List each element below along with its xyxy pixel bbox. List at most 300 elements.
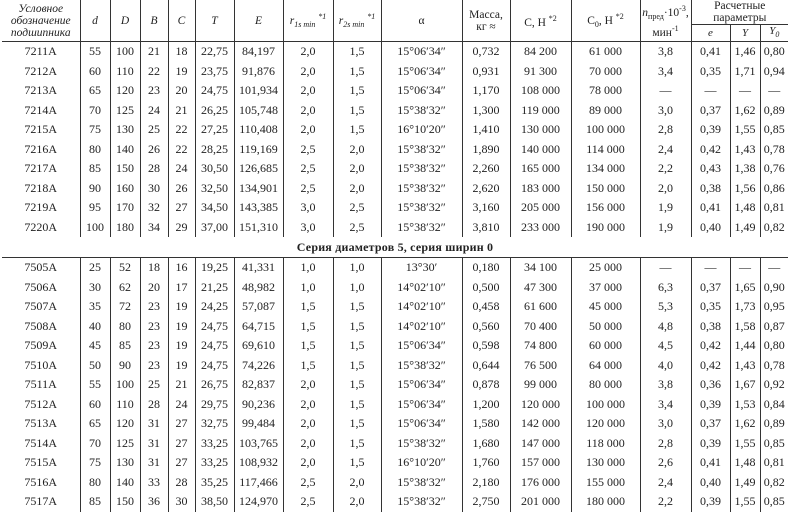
cell-d: 75	[80, 120, 110, 140]
cell-r1s: 2,0	[283, 375, 333, 395]
cell-B: 21	[140, 42, 168, 62]
cell-Y: —	[730, 81, 760, 101]
table-row	[2, 179, 788, 199]
cell-D: 170	[110, 198, 140, 218]
cell-C: 18	[168, 42, 195, 62]
cell-C0: 50 000	[571, 317, 640, 337]
cell-e: 0,37	[691, 414, 730, 434]
cell-Y: 1,62	[730, 414, 760, 434]
cell-C0: 64 000	[571, 356, 640, 376]
cell-alpha: 15°38′32″	[381, 492, 462, 512]
cell-e: —	[691, 81, 730, 101]
cell-C: 19	[168, 317, 195, 337]
cell-C: 29	[168, 218, 195, 238]
cell-Y0: 0,80	[760, 336, 788, 356]
cell-D: 100	[110, 375, 140, 395]
cell-e: 0,36	[691, 375, 730, 395]
cell-mass: 2,750	[462, 492, 510, 512]
cell-T: 32,75	[195, 414, 234, 434]
cell-d: 25	[80, 258, 110, 278]
cell-designation: 7511A	[24, 377, 57, 392]
cell-designation: 7217A	[24, 161, 58, 176]
cell-e: 0,40	[691, 473, 730, 493]
cell-T: 33,25	[195, 434, 234, 454]
cell-D: 125	[110, 434, 140, 454]
cell-B: 36	[140, 492, 168, 512]
cell-D: 130	[110, 120, 140, 140]
cell-nlim: 2,8	[640, 120, 691, 140]
cell-r2s: 1,5	[333, 375, 381, 395]
section-heading	[2, 237, 788, 258]
cell-Cdyn: 130 000	[510, 120, 571, 140]
cell-Y: 1,43	[730, 140, 760, 160]
table-row	[2, 258, 788, 278]
cell-E: 48,982	[234, 278, 283, 298]
cell-E: 57,087	[234, 297, 283, 317]
cell-C0: 134 000	[571, 159, 640, 179]
cell-r2s: 1,5	[333, 297, 381, 317]
cell-d: 60	[80, 395, 110, 415]
cell-nlim: 6,3	[640, 278, 691, 298]
cell-T: 35,25	[195, 473, 234, 493]
cell-Y0: —	[760, 258, 788, 278]
cell-d: 80	[80, 473, 110, 493]
cell-alpha: 14°02′10″	[381, 278, 462, 298]
cell-C: 19	[168, 62, 195, 82]
cell-T: 38,50	[195, 492, 234, 512]
cell-designation: 7214A	[24, 102, 58, 117]
cell-B: 33	[140, 473, 168, 493]
cell-T: 24,75	[195, 336, 234, 356]
cell-r2s: 2,0	[333, 473, 381, 493]
cell-C0: 155 000	[571, 473, 640, 493]
header-C: C	[168, 0, 195, 42]
cell-C: 24	[168, 395, 195, 415]
table-row	[2, 62, 788, 82]
table-row	[2, 140, 788, 160]
cell-Cdyn: 76 500	[510, 356, 571, 376]
cell-Cdyn: 176 000	[510, 473, 571, 493]
cell-mass: 2,260	[462, 159, 510, 179]
cell-T: 32,50	[195, 179, 234, 199]
cell-designation: 7508A	[24, 318, 58, 333]
cell-designation: 7213A	[24, 83, 58, 98]
cell-E: 119,169	[234, 140, 283, 160]
table-row	[2, 434, 788, 454]
cell-d: 70	[80, 434, 110, 454]
cell-E: 82,837	[234, 375, 283, 395]
cell-Y0: 0,87	[760, 317, 788, 337]
bearing-table	[2, 0, 788, 512]
table-row	[2, 120, 788, 140]
cell-mass: 1,680	[462, 434, 510, 454]
cell-e: 0,41	[691, 453, 730, 473]
cell-r2s: 2,5	[333, 218, 381, 238]
cell-D: 180	[110, 218, 140, 238]
cell-C: 27	[168, 414, 195, 434]
cell-e: 0,41	[691, 42, 730, 62]
cell-d: 70	[80, 101, 110, 121]
cell-r1s: 2,5	[283, 492, 333, 512]
cell-Cdyn: 108 000	[510, 81, 571, 101]
table-header	[2, 0, 788, 42]
cell-d: 90	[80, 179, 110, 199]
cell-C: 24	[168, 159, 195, 179]
header-e: e	[691, 25, 730, 42]
cell-r1s: 3,0	[283, 218, 333, 238]
cell-T: 24,75	[195, 317, 234, 337]
cell-d: 65	[80, 414, 110, 434]
table-row	[2, 473, 788, 493]
cell-Y0: 0,85	[760, 434, 788, 454]
cell-T: 30,50	[195, 159, 234, 179]
cell-B: 23	[140, 356, 168, 376]
cell-alpha: 15°06′34″	[381, 336, 462, 356]
cell-E: 110,408	[234, 120, 283, 140]
cell-C0: 190 000	[571, 218, 640, 238]
cell-B: 25	[140, 120, 168, 140]
header-r1s-min: $r_{1s min}$ $^{*1}$	[283, 0, 333, 42]
series-5-rows	[2, 258, 788, 512]
cell-nlim: 1,9	[640, 198, 691, 218]
cell-e: 0,42	[691, 336, 730, 356]
cell-E: 124,970	[234, 492, 283, 512]
cell-C0: 78 000	[571, 81, 640, 101]
cell-d: 35	[80, 297, 110, 317]
cell-r1s: 2,0	[283, 453, 333, 473]
cell-T: 22,75	[195, 42, 234, 62]
cell-e: 0,39	[691, 120, 730, 140]
cell-nlim: 1,9	[640, 218, 691, 238]
table-row	[2, 317, 788, 337]
cell-designation: 7216A	[24, 141, 58, 156]
cell-e: 0,40	[691, 218, 730, 238]
cell-C0: 61 000	[571, 42, 640, 62]
table-row	[2, 218, 788, 238]
cell-designation: 7513A	[24, 416, 58, 431]
cell-C0: 89 000	[571, 101, 640, 121]
cell-e: 0,38	[691, 317, 730, 337]
cell-T: 27,25	[195, 120, 234, 140]
header-designation: Условное обозначение подшипника	[2, 0, 80, 42]
cell-Y0: 0,81	[760, 453, 788, 473]
cell-C0: 150 000	[571, 179, 640, 199]
cell-C: 27	[168, 434, 195, 454]
cell-C0: 80 000	[571, 375, 640, 395]
cell-d: 50	[80, 356, 110, 376]
cell-Y: 1,49	[730, 218, 760, 238]
cell-alpha: 15°06′34″	[381, 414, 462, 434]
cell-D: 160	[110, 179, 140, 199]
cell-r1s: 1,0	[283, 278, 333, 298]
cell-r2s: 2,0	[333, 179, 381, 199]
cell-Y0: 0,94	[760, 62, 788, 82]
cell-D: 110	[110, 395, 140, 415]
cell-mass: 1,300	[462, 101, 510, 121]
cell-E: 103,765	[234, 434, 283, 454]
cell-Y: 1,38	[730, 159, 760, 179]
cell-alpha: 15°38′32″	[381, 140, 462, 160]
cell-Y0: 0,89	[760, 414, 788, 434]
cell-designation: 7507A	[24, 299, 58, 314]
cell-r2s: 2,0	[333, 140, 381, 160]
cell-E: 105,748	[234, 101, 283, 121]
cell-C0: 118 000	[571, 434, 640, 454]
cell-alpha: 15°38′32″	[381, 198, 462, 218]
cell-alpha: 14°02′10″	[381, 297, 462, 317]
cell-E: 108,932	[234, 453, 283, 473]
cell-E: 143,385	[234, 198, 283, 218]
cell-e: 0,43	[691, 159, 730, 179]
cell-C0: 45 000	[571, 297, 640, 317]
table-row	[2, 81, 788, 101]
cell-nlim: 4,8	[640, 317, 691, 337]
cell-r1s: 1,5	[283, 317, 333, 337]
cell-E: 126,685	[234, 159, 283, 179]
header-mass: Масса, кг ≈	[462, 0, 510, 42]
cell-designation: 7509A	[24, 338, 58, 353]
cell-Cdyn: 34 100	[510, 258, 571, 278]
cell-d: 60	[80, 62, 110, 82]
cell-alpha: 13°30′	[381, 258, 462, 278]
cell-r1s: 2,0	[283, 101, 333, 121]
cell-C: 28	[168, 473, 195, 493]
cell-nlim: 2,4	[640, 473, 691, 493]
cell-E: 84,197	[234, 42, 283, 62]
cell-r1s: 2,5	[283, 179, 333, 199]
header-Y: Y	[730, 25, 760, 42]
cell-Y0: 0,81	[760, 198, 788, 218]
cell-mass: 0,732	[462, 42, 510, 62]
cell-Cdyn: 70 400	[510, 317, 571, 337]
table-row	[2, 375, 788, 395]
cell-alpha: 15°38′32″	[381, 101, 462, 121]
cell-designation: 7515A	[24, 455, 58, 470]
cell-B: 25	[140, 375, 168, 395]
cell-e: —	[691, 258, 730, 278]
cell-alpha: 15°38′32″	[381, 179, 462, 199]
cell-designation: 7517A	[24, 494, 58, 509]
cell-C: 27	[168, 198, 195, 218]
cell-Cdyn: 233 000	[510, 218, 571, 238]
cell-alpha: 15°06′34″	[381, 375, 462, 395]
cell-Y: 1,71	[730, 62, 760, 82]
cell-B: 31	[140, 414, 168, 434]
table-row	[2, 356, 788, 376]
table-row	[2, 278, 788, 298]
cell-B: 23	[140, 317, 168, 337]
cell-E: 151,310	[234, 218, 283, 238]
cell-designation: 7220A	[24, 219, 58, 234]
cell-mass: 3,810	[462, 218, 510, 238]
cell-mass: 0,560	[462, 317, 510, 337]
cell-D: 52	[110, 258, 140, 278]
cell-designation: 7510A	[24, 357, 58, 372]
cell-D: 72	[110, 297, 140, 317]
cell-Y0: 0,82	[760, 218, 788, 238]
cell-mass: 0,644	[462, 356, 510, 376]
cell-B: 23	[140, 297, 168, 317]
cell-e: 0,35	[691, 62, 730, 82]
cell-mass: 3,160	[462, 198, 510, 218]
cell-E: 90,236	[234, 395, 283, 415]
cell-r2s: 2,0	[333, 159, 381, 179]
cell-C: 17	[168, 278, 195, 298]
cell-r1s: 1,5	[283, 336, 333, 356]
cell-Y: 1,55	[730, 120, 760, 140]
cell-Y: 1,48	[730, 198, 760, 218]
cell-C0: 70 000	[571, 62, 640, 82]
cell-r2s: 1,5	[333, 62, 381, 82]
cell-nlim: —	[640, 81, 691, 101]
section-title: Серия диаметров 5, серия ширин 0	[296, 239, 494, 254]
header-E: E	[234, 0, 283, 42]
cell-nlim: —	[640, 258, 691, 278]
cell-nlim: 4,5	[640, 336, 691, 356]
cell-nlim: 2,2	[640, 492, 691, 512]
cell-d: 80	[80, 140, 110, 160]
cell-Cdyn: 205 000	[510, 198, 571, 218]
cell-e: 0,41	[691, 198, 730, 218]
cell-alpha: 15°38′32″	[381, 218, 462, 238]
cell-E: 64,715	[234, 317, 283, 337]
cell-alpha: 15°38′32″	[381, 434, 462, 454]
cell-nlim: 3,8	[640, 375, 691, 395]
cell-E: 91,876	[234, 62, 283, 82]
cell-r1s: 2,0	[283, 434, 333, 454]
cell-B: 22	[140, 62, 168, 82]
cell-Cdyn: 142 000	[510, 414, 571, 434]
cell-T: 26,75	[195, 375, 234, 395]
cell-r2s: 1,5	[333, 336, 381, 356]
cell-r1s: 2,0	[283, 42, 333, 62]
cell-Y: 1,43	[730, 356, 760, 376]
cell-r1s: 2,0	[283, 414, 333, 434]
cell-r2s: 1,0	[333, 258, 381, 278]
cell-B: 18	[140, 258, 168, 278]
cell-e: 0,39	[691, 434, 730, 454]
cell-alpha: 14°02′10″	[381, 317, 462, 337]
cell-r1s: 2,0	[283, 395, 333, 415]
cell-r1s: 1,5	[283, 356, 333, 376]
cell-r1s: 2,0	[283, 62, 333, 82]
cell-C: 20	[168, 81, 195, 101]
table-row	[2, 395, 788, 415]
cell-r2s: 1,0	[333, 278, 381, 298]
cell-alpha: 15°38′32″	[381, 473, 462, 493]
cell-Cdyn: 201 000	[510, 492, 571, 512]
cell-designation: 7514A	[24, 435, 58, 450]
cell-T: 28,25	[195, 140, 234, 160]
cell-E: 117,466	[234, 473, 283, 493]
cell-mass: 1,890	[462, 140, 510, 160]
cell-C: 22	[168, 140, 195, 160]
cell-E: 134,901	[234, 179, 283, 199]
cell-nlim: 3,0	[640, 101, 691, 121]
cell-alpha: 15°06′34″	[381, 62, 462, 82]
cell-d: 95	[80, 198, 110, 218]
cell-C: 26	[168, 179, 195, 199]
cell-alpha: 15°38′32″	[381, 159, 462, 179]
cell-r2s: 1,5	[333, 395, 381, 415]
cell-T: 19,25	[195, 258, 234, 278]
header-calc-params: Расчетные параметры	[691, 0, 788, 25]
cell-D: 140	[110, 473, 140, 493]
cell-Y: 1,65	[730, 278, 760, 298]
cell-nlim: 2,2	[640, 159, 691, 179]
cell-r1s: 3,0	[283, 198, 333, 218]
cell-alpha: 15°06′34″	[381, 81, 462, 101]
cell-mass: 1,170	[462, 81, 510, 101]
cell-Y: 1,55	[730, 492, 760, 512]
cell-mass: 1,580	[462, 414, 510, 434]
cell-C0: 114 000	[571, 140, 640, 160]
cell-r2s: 1,5	[333, 414, 381, 434]
cell-C0: 156 000	[571, 198, 640, 218]
cell-r2s: 1,5	[333, 42, 381, 62]
cell-designation: 7212A	[24, 63, 58, 78]
cell-nlim: 2,6	[640, 453, 691, 473]
cell-Y: 1,44	[730, 336, 760, 356]
cell-Cdyn: 119 000	[510, 101, 571, 121]
cell-B: 30	[140, 179, 168, 199]
cell-r2s: 1,5	[333, 317, 381, 337]
series-2-rows	[2, 42, 788, 238]
cell-Y0: 0,89	[760, 101, 788, 121]
cell-B: 20	[140, 278, 168, 298]
cell-d: 45	[80, 336, 110, 356]
cell-T: 23,75	[195, 62, 234, 82]
cell-designation: 7512A	[24, 396, 58, 411]
cell-Y0: 0,84	[760, 395, 788, 415]
cell-designation: 7219A	[24, 200, 58, 215]
cell-e: 0,38	[691, 179, 730, 199]
cell-T: 37,00	[195, 218, 234, 238]
cell-d: 40	[80, 317, 110, 337]
cell-r1s: 2,5	[283, 159, 333, 179]
cell-B: 28	[140, 159, 168, 179]
table-row	[2, 198, 788, 218]
header-D: D	[110, 0, 140, 42]
cell-e: 0,39	[691, 492, 730, 512]
cell-D: 150	[110, 492, 140, 512]
cell-r2s: 2,5	[333, 198, 381, 218]
cell-alpha: 16°10′20″	[381, 453, 462, 473]
cell-Cdyn: 74 800	[510, 336, 571, 356]
header-alpha: α	[381, 0, 462, 42]
cell-nlim: 3,8	[640, 42, 691, 62]
cell-D: 120	[110, 414, 140, 434]
cell-d: 85	[80, 492, 110, 512]
cell-D: 85	[110, 336, 140, 356]
cell-Cdyn: 91 300	[510, 62, 571, 82]
cell-D: 110	[110, 62, 140, 82]
cell-E: 74,226	[234, 356, 283, 376]
cell-Y0: 0,78	[760, 356, 788, 376]
cell-designation: 7211A	[24, 44, 57, 59]
cell-C: 19	[168, 297, 195, 317]
header-dynamic-load: C, Н $^{*2}$	[510, 0, 571, 42]
cell-designation: 7215A	[24, 122, 58, 137]
header-r2s-min: $r_{2s min}$ $^{*1}$	[333, 0, 381, 42]
table-row	[2, 336, 788, 356]
cell-e: 0,35	[691, 297, 730, 317]
cell-alpha: 15°06′34″	[381, 42, 462, 62]
cell-Y: 1,73	[730, 297, 760, 317]
cell-r2s: 1,5	[333, 81, 381, 101]
cell-designation: 7505A	[2, 258, 80, 278]
cell-mass: 0,458	[462, 297, 510, 317]
